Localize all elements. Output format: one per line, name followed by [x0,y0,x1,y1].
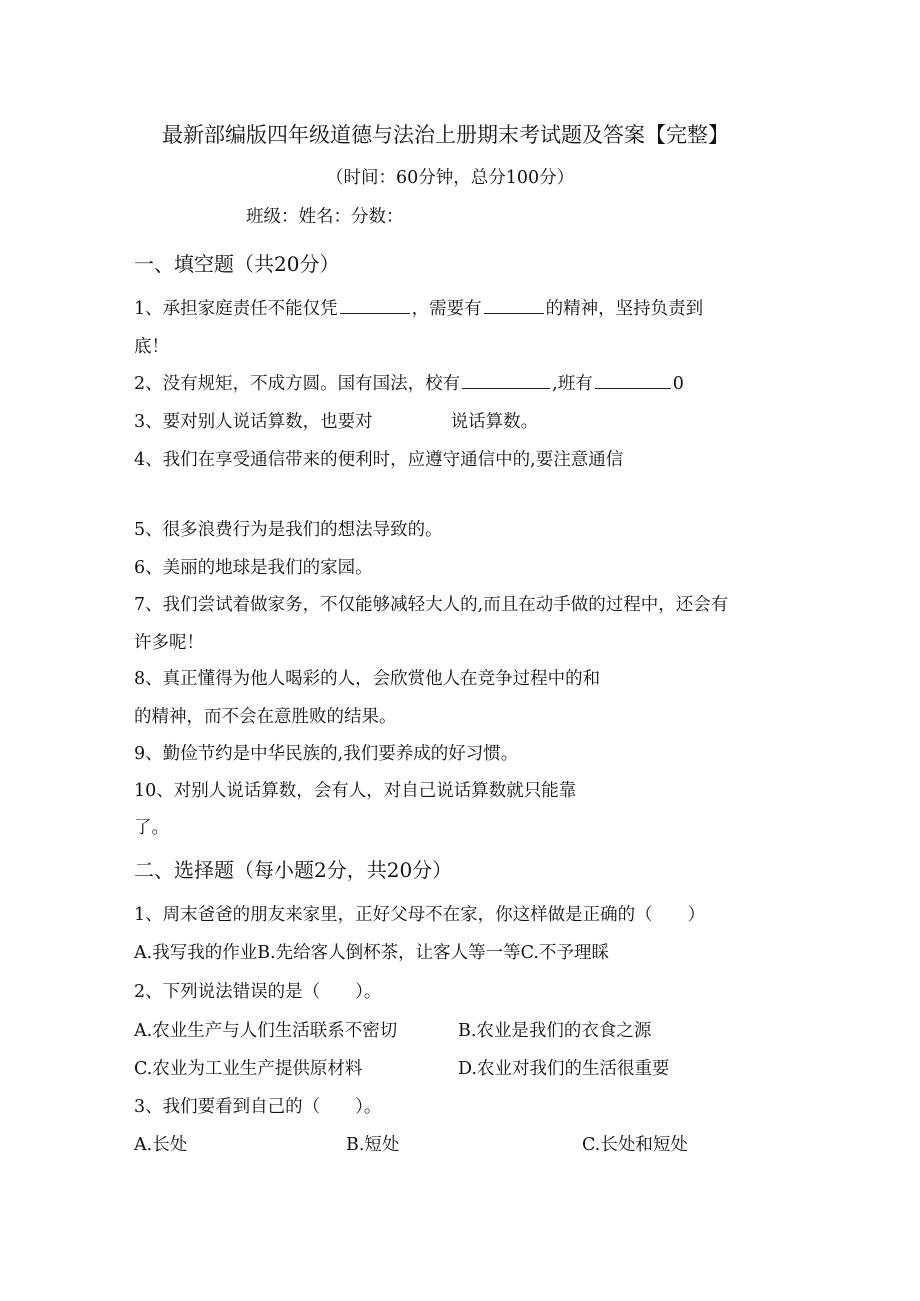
q3-text-a: 3、要对别人说话算数，也要对 [134,412,373,432]
q1-text-a: 1、承担家庭责任不能仅凭 [134,299,338,319]
fill-blank-q10-line1: 10、对别人说话算数，会有人，对自己说话算数就只能靠 [134,781,577,801]
choice-q3-stem: 3、我们要看到自己的（ ）。 [134,1097,382,1117]
fill-blank-q1-line2: 底！ [134,337,169,357]
choice-q2-option-c: C.农业为工业生产提供原材料 [134,1059,363,1079]
choice-q2-option-d: D.农业对我们的生活很重要 [458,1059,670,1079]
fill-blank-q9: 9、勤俭节约是中华民族的,我们要养成的好习惯。 [134,744,519,764]
q2-blank-2[interactable] [595,372,671,389]
q3-text-b: 说话算数。 [450,412,539,432]
q2-blank-1[interactable] [462,372,550,389]
fill-blank-q3 [134,410,538,434]
fill-blank-q7-line2: 许多呢！ [134,633,204,653]
fill-blank-q7-line1: 7、我们尝试着做家务，不仅能够减轻大人的,而且在动手做的过程中，还会有 [134,595,729,615]
choice-q2-option-a: A.农业生产与人们生活联系不密切 [134,1021,398,1041]
choice-q2-stem: 2、下列说法错误的是（ ）。 [134,982,382,1002]
choice-q1-options: A.我写我的作业B.先给客人倒杯茶，让客人等一等C.不予理睬 [134,943,609,963]
q1-blank-2[interactable] [484,297,544,314]
fill-blank-q8-line2: 的精神，而不会在意胜败的结果。 [134,707,397,727]
q2-text-b: ,班有 [552,374,593,394]
choice-q1-stem: 1、周末爸爸的朋友来家里，正好父母不在家，你这样做是正确的（ ） [134,905,706,925]
fill-blank-q8-line1: 8、真正懂得为他人喝彩的人，会欣赏他人在竞争过程中的和 [134,669,601,689]
fill-blank-q4: 4、我们在享受通信带来的便利时，应遵守通信中的,要注意通信 [134,450,624,470]
page-title: 最新部编版四年级道德与法治上册期末考试题及答案【完整】 [162,123,729,147]
choice-q2-option-b: B.农业是我们的衣食之源 [458,1021,652,1041]
q1-text-b: ，需要有 [411,299,482,319]
q1-text-c: 的精神，坚持负责到 [545,299,704,319]
section-fill-blank-heading: 一、填空题（共20分） [134,252,340,276]
choice-q3-option-a: A.长处 [134,1135,188,1155]
choice-q3-option-c: C.长处和短处 [582,1135,688,1155]
fill-blank-q5: 5、很多浪费行为是我们的想法导致的。 [134,520,443,540]
fill-blank-q1-line1 [134,297,703,321]
choice-q3-option-b: B.短处 [346,1135,400,1155]
fill-blank-q10-line2: 了。 [134,818,169,838]
q1-blank-1[interactable] [340,297,410,314]
section-choice-heading: 二、选择题（每小题2分，共20分） [134,858,453,882]
fill-blank-q6: 6、美丽的地球是我们的家园。 [134,558,373,578]
fill-blank-q2 [134,372,684,396]
q2-text-c: 0 [672,374,684,394]
q2-text-a: 2、没有规矩，不成方圆。国有国法，校有 [134,374,461,394]
exam-time-note: （时间：60分钟，总分100分） [326,168,575,188]
student-info-line: 班级：姓名：分数： [246,207,404,227]
